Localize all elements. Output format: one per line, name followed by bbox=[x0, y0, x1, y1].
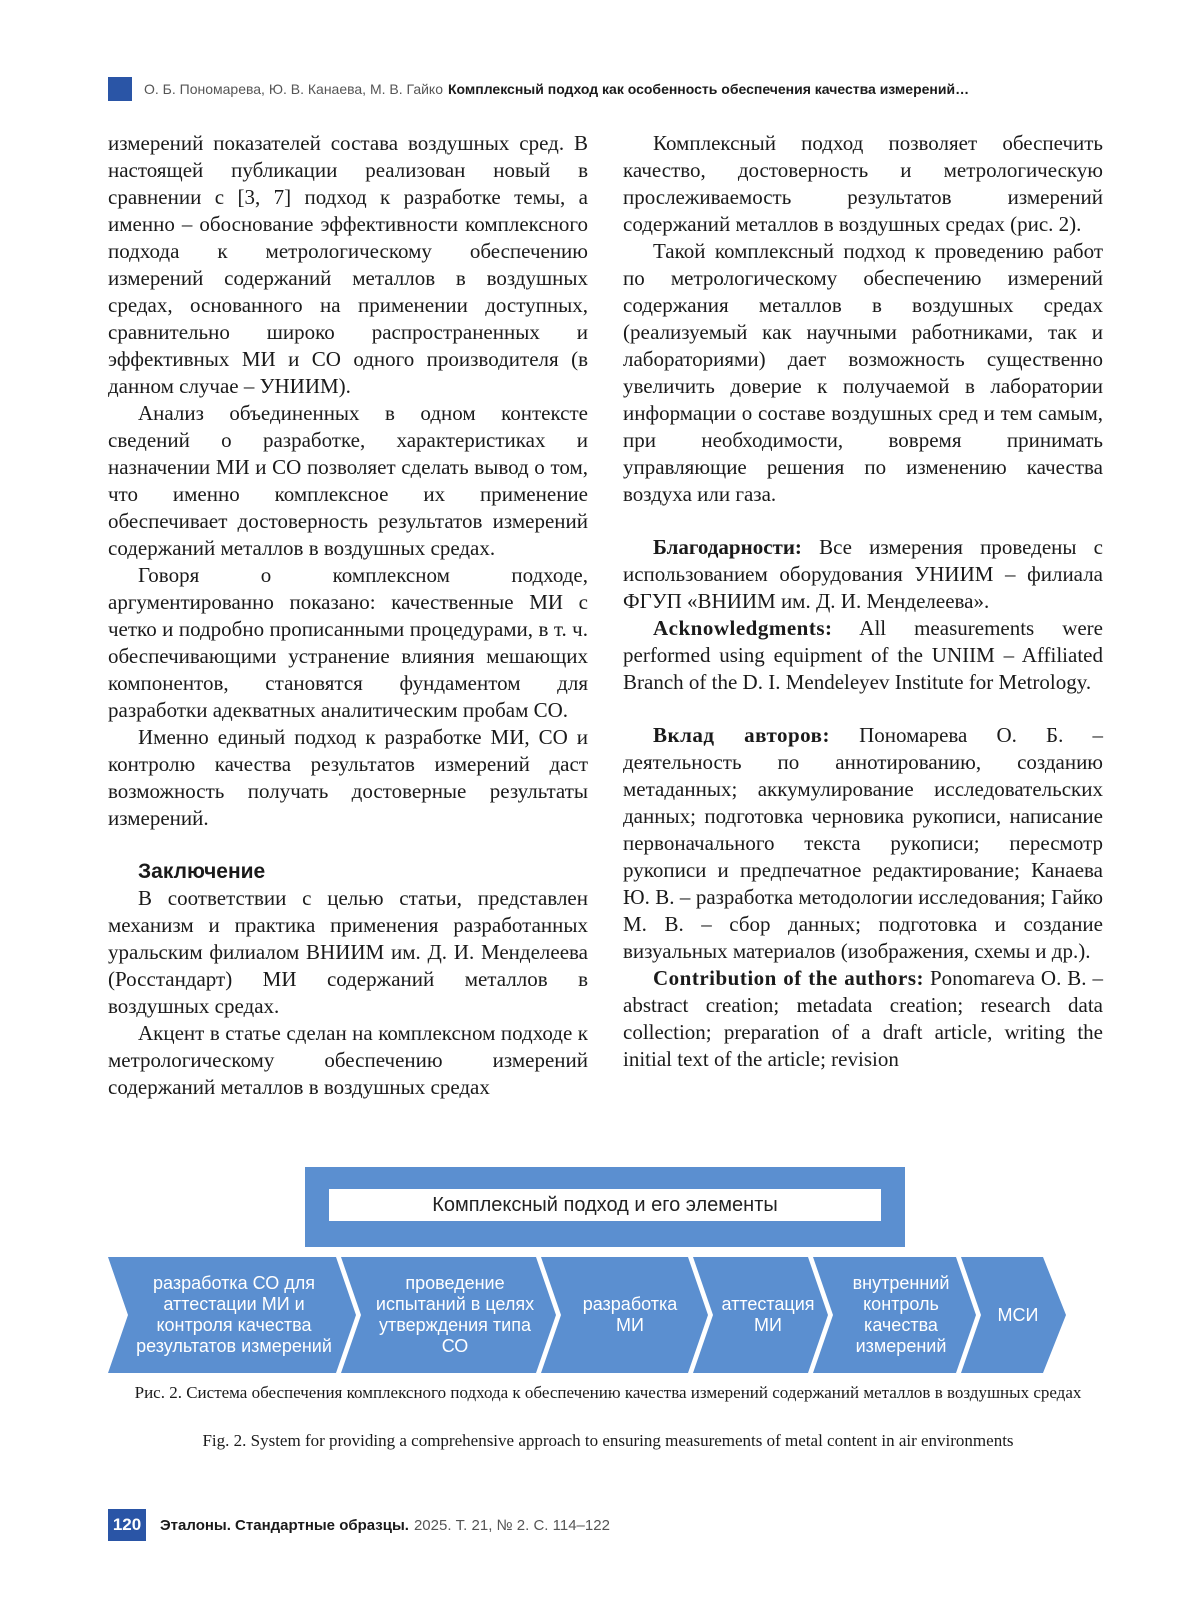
figure-header-box bbox=[305, 1167, 905, 1247]
chevron-step-4-label: аттестация МИ bbox=[721, 1294, 815, 1335]
acknowledgments-en bbox=[623, 615, 1103, 696]
section-heading: Заключение bbox=[138, 860, 266, 883]
paragraph: Говоря о комплексном подходе, аргументированно показано: качественные МИ с четко и подробно прописанными процедурами, в т. ч. обеспечивающими устранение влияния мешающих компонентов, становятся фундаментом для разработки адекватных аналитическим пробам СО. bbox=[108, 563, 588, 722]
header-authors: О. Б. Пономарева, Ю. В. Канаева, М. В. Гайко bbox=[144, 81, 443, 97]
acknowledgments-ru-label: Благодарности: bbox=[653, 535, 802, 559]
acknowledgments-ru-text: Все измерения проведены с использованием оборудования УНИИМ – филиала ФГУП «ВНИИМ им. Д. И. Менделеева». bbox=[623, 535, 1103, 613]
chevron-step-6-label: МСИ bbox=[997, 1304, 1039, 1325]
contribution-en bbox=[623, 965, 1103, 1073]
contribution-ru bbox=[623, 722, 1103, 965]
citation: 2025. Т. 21, № 2. С. 114–122 bbox=[413, 1516, 610, 1534]
paragraph: Анализ объединенных в одном контексте сведений о разработке, характеристиках и назначении МИ и СО позволяет сделать вывод о том, что именно комплексное их применение обеспечивает достоверность результатов измерений содержаний металлов в воздушных средах. bbox=[108, 401, 588, 560]
chevron-step-5-label: внутренний контроль качества измерений bbox=[852, 1273, 950, 1356]
paragraph: Такой комплексный подход к проведению работ по метрологическому обеспечению измерений содержания металлов в воздушных средах (реализуемый как научными работниками, так и лабораториями) дает возможность существенно увеличить доверие к получаемой в лаборатории информации о составе воздушных сред и тем самым, при необходимости, вовремя принимать управляющие решения по изменению качества воздуха или газа. bbox=[623, 239, 1103, 506]
acknowledgments-en-label: Acknowledgments: bbox=[653, 616, 833, 640]
chevron-step-3-label: разработка МИ bbox=[582, 1294, 678, 1335]
right-column bbox=[623, 130, 1103, 1073]
chevron-step-2-label: проведение испытаний в целях утверждения типа СО bbox=[375, 1273, 535, 1356]
figure-2 bbox=[108, 1167, 1108, 1387]
paragraph: Комплексный подход позволяет обеспечить качество, достоверность и метрологическую прослеживаемость результатов измерений содержаний металлов в воздушных средах (рис. 2). bbox=[623, 131, 1103, 236]
contribution-en-text: Ponomareva O. B. – abstract creation; metadata creation; research data collection; preparation of a draft article, writing the initial text of the article; revision bbox=[623, 966, 1103, 1071]
contribution-ru-text: Пономарева О. Б. – деятельность по аннотированию, созданию метаданных; аккумулирование исследовательских данных; подготовка черновика рукописи, написание первоначального текста рукописи; пересмотр рукописи и предпечатное редактирование; Канаева Ю. В. – разработка методологии исследования; Гайко М. В. – сбор данных; подготовка и создание визуальных материалов (изображения, схемы и др.). bbox=[623, 723, 1103, 963]
page-number: 120 bbox=[108, 1509, 146, 1541]
left-column bbox=[108, 130, 588, 1101]
paragraph: измерений показателей состава воздушных сред. В настоящей публикации реализован новый в сравнении с [3, 7] подход к разработке темы, а именно – обоснование эффективности комплексного подхода к метрологическому обеспечению измерений содержаний металлов в воздушных средах, основанного на применении доступных, сравнительно широко распространенных и эффективных МИ и СО одного производителя (в данном случае – УНИИМ). bbox=[108, 131, 588, 398]
paragraph: Акцент в статье сделан на комплексном подходе к метрологическому обеспечению измерений содержаний металлов в воздушных средах bbox=[108, 1021, 588, 1099]
contribution-ru-label: Вклад авторов: bbox=[653, 723, 830, 747]
figure-header-label: Комплексный подход и его элементы bbox=[329, 1189, 881, 1221]
paragraph: Именно единый подход к разработке МИ, СО и контролю качества результатов измерений даст возможность получать достоверные результаты измерений. bbox=[108, 725, 588, 830]
contribution-en-label: Contribution of the authors: bbox=[653, 966, 925, 990]
running-header bbox=[108, 76, 1108, 102]
page-footer bbox=[108, 1509, 610, 1541]
acknowledgments-ru bbox=[623, 534, 1103, 615]
chevron-step-1-label: разработка СО для аттестации МИ и контроля качества результатов измерений bbox=[136, 1273, 332, 1356]
figure-caption-ru: Рис. 2. Система обеспечения комплексного подхода к обеспечению качества измерений содержаний металлов в воздушных средах bbox=[134, 1383, 1082, 1402]
paragraph: В соответствии с целью статьи, представлен механизм и практика применения разработанных уральским филиалом ВНИИМ им. Д. И. Менделеева (Росстандарт) МИ содержаний металлов в воздушных средах. bbox=[108, 886, 588, 1018]
figure-caption-en: Fig. 2. System for providing a comprehensive approach to ensuring measurements of metal content in air environments bbox=[202, 1431, 1014, 1450]
header-marker bbox=[108, 77, 132, 101]
journal-title: Эталоны. Стандартные образцы. bbox=[160, 1516, 409, 1534]
header-title: Комплексный подход как особенность обеспечения качества измерений… bbox=[448, 81, 970, 97]
acknowledgments-en-text: All measurements were performed using equipment of the UNIIM – Affiliated Branch of the D. I. Mendeleyev Institute for Metrology. bbox=[623, 616, 1103, 694]
